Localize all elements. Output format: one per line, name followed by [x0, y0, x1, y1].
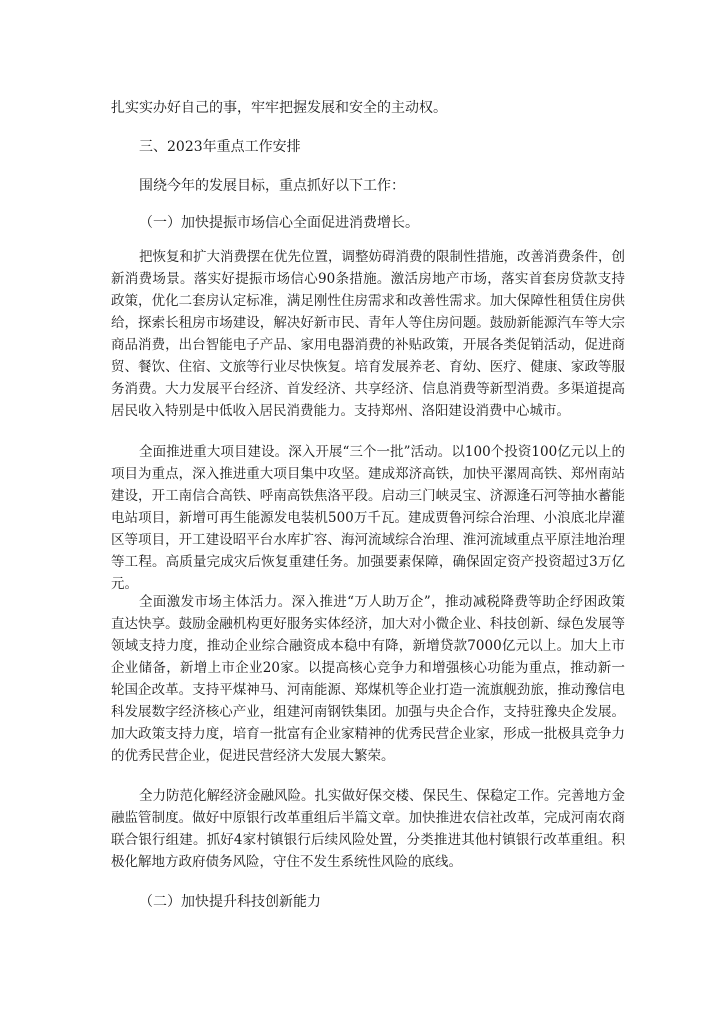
- section-heading: 三、2023年重点工作安排: [139, 139, 301, 155]
- paragraph-market-entities: 全面激发市场主体活力。深入推进“万人助万企”，推动减税降费等助企纾困政策直达快享。鼓励金融机构更好服务实体经济，加大对小微企业、科技创新、绿色发展等领域支持力度，推动企业综合融资成本稳中有降，新增贷款7000亿元以上。加大上市企业储备，新增上市企业20家。以提高核心竞争力和增强核心功能为重点，推动新一轮国企改革。支持平煤神马、河南能源、郑煤机等企业打造一流旗舰劲旅，推动豫信电科发展数字经济核心产业，组建河南钢铁集团。加强与央企合作，支持驻豫央企发展。加大政策支持力度，培育一批富有企业家精神的优秀民营企业家，形成一批极具竞争力的优秀民营企业，促进民营经济大发展大繁荣。: [111, 594, 625, 764]
- intro-tail-line: 扎实实办好自己的事，牢牢把握发展和安全的主动权。: [111, 100, 447, 116]
- paragraph-financial-risk: 全力防范化解经济金融风险。扎实做好保交楼、保民生、保稳定工作。完善地方金融监管制度。做好中原银行改革重组后半篇文章。加快推进农信社改革，完成河南农商联合银行组建。抓好4家村镇银行后续风险处置，分类推进其他村镇银行改革重组。积极化解地方政府债务风险，守住不发生系统性风险的底线。: [111, 788, 625, 870]
- paragraph-major-projects: 全面推进重大项目建设。深入开展“三个一批”活动。以100个投资100亿元以上的项目为重点，深入推进重大项目集中攻坚。建成郑济高铁，加快平漯周高铁、郑州南站建设，开工南信合高铁、呼南高铁焦洛平段。启动三门峡灵宝、济源逢石河等抽水蓄能电站项目，新增可再生能源发电装机500万千瓦。建成贾鲁河综合治理、小浪底北岸灌区等项目，开工建设昭平台水库扩容、海河流域综合治理、淮河流域重点平原洼地治理等工程。高质量完成灾后恢复重建任务。加强要素保障，确保固定资产投资超过3万亿元。: [111, 444, 625, 592]
- subsection-heading-1: （一）加快提振市场信心全面促进消费增长。: [139, 215, 419, 231]
- section-lead: 围绕今年的发展目标，重点抓好以下工作：: [139, 178, 405, 194]
- subsection-heading-2: （二）加快提升科技创新能力: [139, 894, 321, 910]
- paragraph-consumption: 把恢复和扩大消费摆在优先位置，调整妨碍消费的限制性措施，改善消费条件，创新消费场景。落实好提振市场信心90条措施。激活房地产市场，落实首套房贷款支持政策，优化二套房认定标准，满足刚性住房需求和改善性需求。加大保障性租赁住房供给，探索长租房市场建设，解决好新市民、青年人等住房问题。鼓励新能源汽车等大宗商品消费，出台智能电子产品、家用电器消费的补贴政策，开展各类促销活动，促进商贸、餐饮、住宿、文旅等行业尽快恢复。培育发展养老、育幼、医疗、健康、家政等服务消费。大力发展平台经济、首发经济、共享经济、信息消费等新型消费。多渠道提高居民收入特别是中低收入居民消费能力。支持郑州、洛阳建设消费中心城市。: [111, 249, 625, 419]
